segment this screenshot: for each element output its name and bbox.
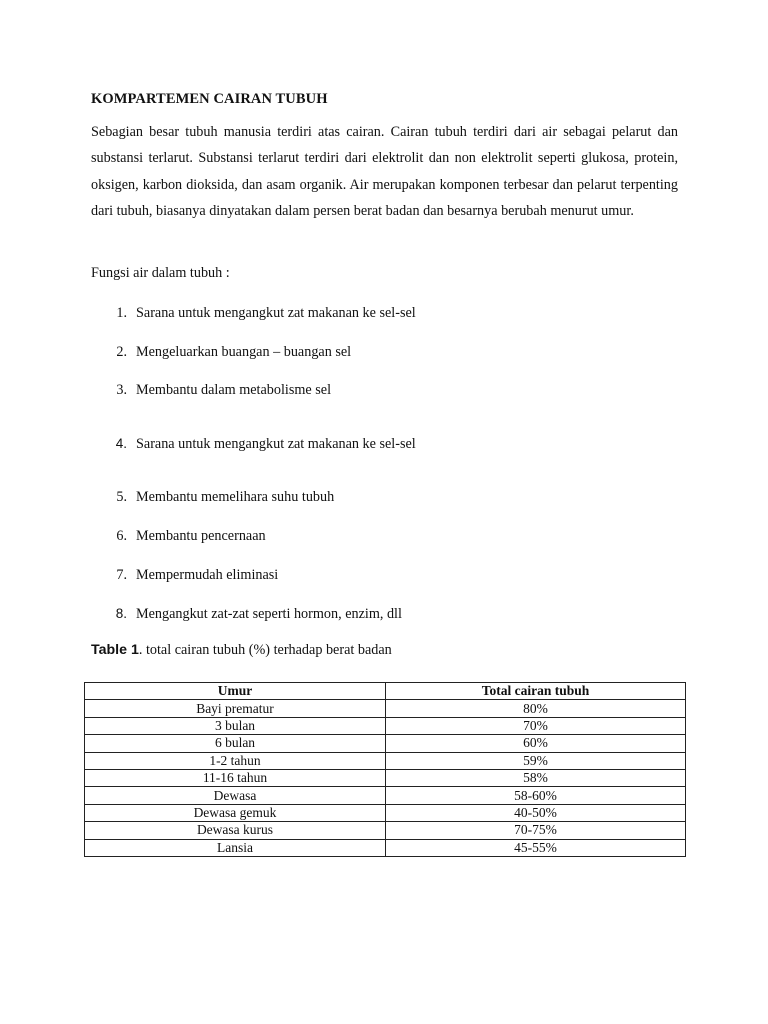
table-caption-label: Table 1: [91, 642, 139, 658]
list-item-number: 8.: [115, 606, 127, 621]
table-row: [85, 787, 686, 804]
table-cell-total: 70-75%: [386, 822, 686, 839]
table-row: [85, 735, 686, 752]
table-cell-umur: Lansia: [85, 839, 386, 856]
table-cell-umur: Dewasa kurus: [85, 822, 386, 839]
table-cell-umur: Dewasa gemuk: [85, 804, 386, 821]
list-item-text: Mempermudah eliminasi: [136, 567, 279, 583]
list-item-number: 7.: [116, 567, 127, 583]
list-item-text: Sarana untuk mengangkut zat makanan ke sel-sel: [136, 305, 416, 321]
list-item-text: Membantu memelihara suhu tubuh: [136, 489, 335, 505]
list-item-number: 2.: [116, 344, 127, 360]
table-cell-total: 59%: [386, 752, 686, 769]
table-cell-umur: Bayi prematur: [85, 700, 386, 717]
list-item-number: 1.: [116, 305, 127, 321]
document-title: KOMPARTEMEN CAIRAN TUBUH: [91, 91, 328, 107]
intro-paragraph: Sebagian besar tubuh manusia terdiri atas cairan. Cairan tubuh terdiri dari air sebagai pelarut dan substansi terlarut. Substansi terlarut terdiri dari elektrolit dan non elektrolit seperti glukosa, protein, oksigen, karbon dioksida, dan asam organik. Air merupakan komponen terbesar dan pelarut terpenting dari tubuh, biasanya dinyatakan dalam persen berat badan dan besarnya berubah menurut umur.: [91, 124, 678, 220]
table-cell-umur: 6 bulan: [85, 735, 386, 752]
table-cell-umur: 1-2 tahun: [85, 752, 386, 769]
table-header-umur: Umur: [85, 683, 386, 700]
table-cell-total: 80%: [386, 700, 686, 717]
body-fluid-table: [84, 682, 686, 857]
table-cell-umur: 11-16 tahun: [85, 769, 386, 786]
list-item-number: 6.: [116, 528, 127, 544]
table-cell-total: 45-55%: [386, 839, 686, 856]
table-row: [85, 804, 686, 821]
table-row: [85, 839, 686, 856]
list-item-text: Mengeluarkan buangan – buangan sel: [136, 344, 352, 360]
table-cell-umur: 3 bulan: [85, 717, 386, 734]
table-row: [85, 752, 686, 769]
list-item-number: 3.: [116, 382, 127, 398]
list-item-text: Sarana untuk mengangkut zat makanan ke sel-sel: [136, 436, 416, 452]
table-row: [85, 769, 686, 786]
table-row: [85, 822, 686, 839]
table-cell-total: 40-50%: [386, 804, 686, 821]
list-item-number: 5.: [116, 489, 127, 505]
table-header-row: [85, 683, 686, 700]
list-item-number: 4.: [115, 436, 127, 451]
table-caption-text: . total cairan tubuh (%) terhadap berat badan: [138, 642, 392, 658]
table-header-total: Total cairan tubuh: [386, 683, 686, 700]
list-item-text: Membantu pencernaan: [136, 528, 266, 544]
table-cell-total: 58%: [386, 769, 686, 786]
list-item-text: Membantu dalam metabolisme sel: [136, 382, 332, 398]
table-cell-umur: Dewasa: [85, 787, 386, 804]
table-row: [85, 700, 686, 717]
list-item-text: Mengangkut zat-zat seperti hormon, enzim, dll: [136, 606, 402, 622]
table-cell-total: 70%: [386, 717, 686, 734]
fungsi-heading: Fungsi air dalam tubuh :: [91, 265, 230, 281]
table-caption: [91, 642, 392, 659]
table-cell-total: 60%: [386, 735, 686, 752]
table-cell-total: 58-60%: [386, 787, 686, 804]
table-row: [85, 717, 686, 734]
